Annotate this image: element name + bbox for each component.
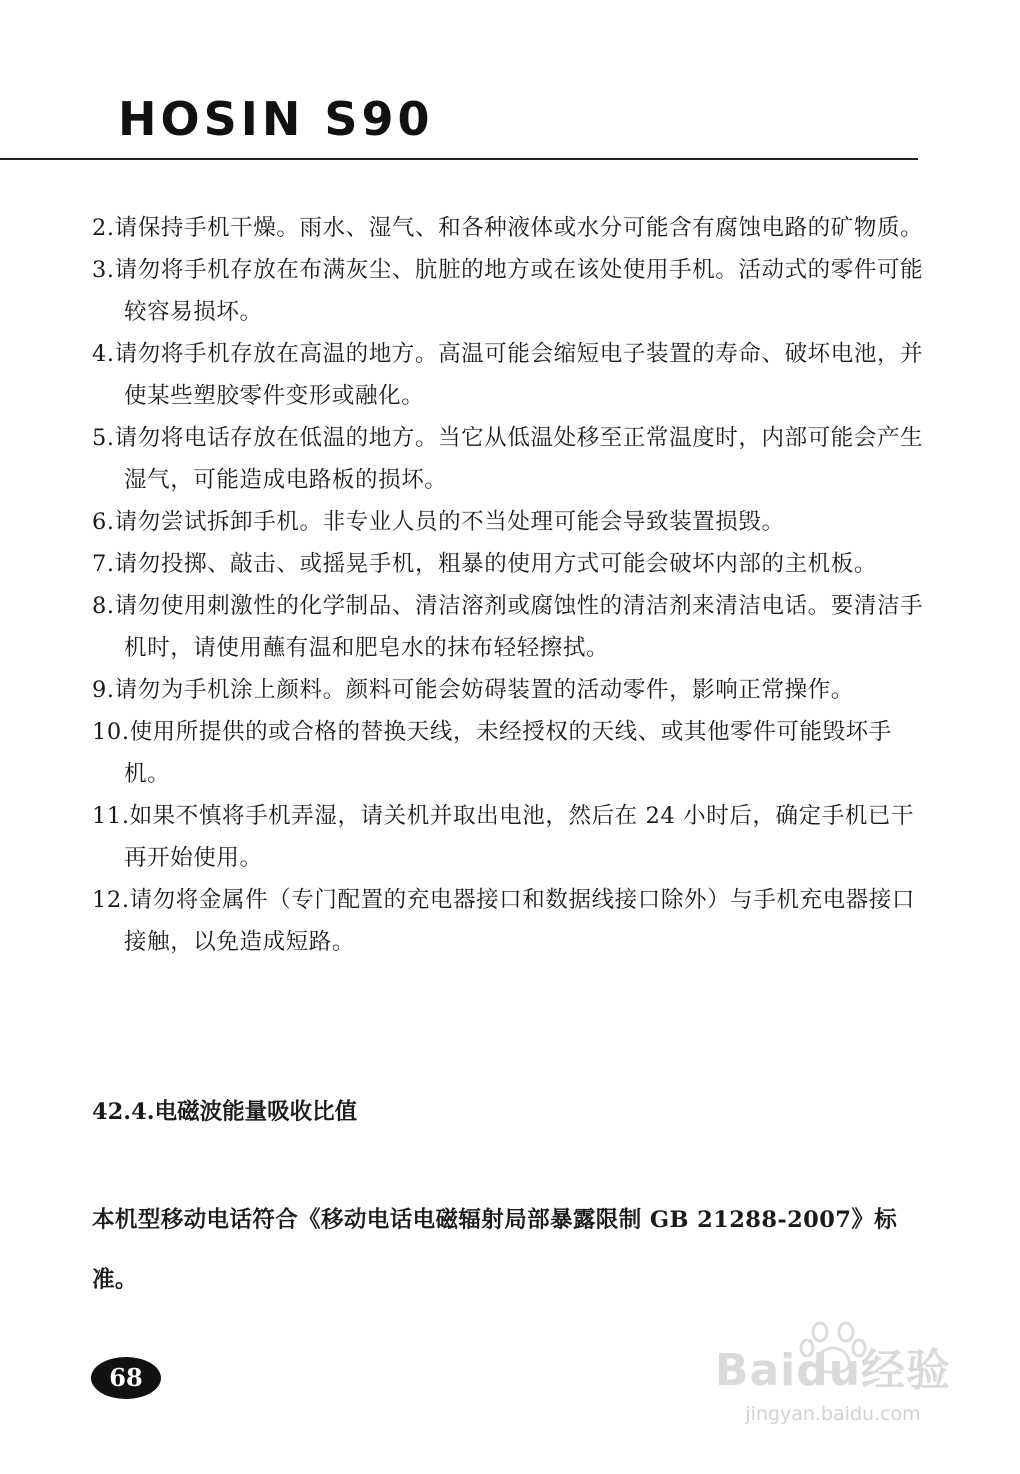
watermark bbox=[708, 1318, 958, 1438]
list-item: 5.请勿将电话存放在低温的地方。当它从低温处移至正常温度时，内部可能会产生湿气，可能造成电路板的损坏。 bbox=[92, 425, 924, 493]
watermark-brand: Baidu经验 bbox=[714, 1345, 952, 1396]
header-divider bbox=[0, 158, 918, 160]
list-item: 4.请勿将手机存放在高温的地方。高温可能会缩短电子装置的寿命、破坏电池，并使某些塑胶零件变形或融化。 bbox=[92, 341, 924, 409]
header-title: HOSIN S90 bbox=[118, 92, 434, 146]
list-item: 11.如果不慎将手机弄湿，请关机并取出电池，然后在 24 小时后，确定手机已干再开始使用。 bbox=[92, 803, 915, 871]
list-item: 8.请勿使用刺激性的化学制品、清洁溶剂或腐蚀性的清洁剂来清洁电话。要清洁手机时，请使用蘸有温和肥皂水的抹布轻轻擦拭。 bbox=[92, 593, 924, 661]
section-heading: 42.4.电磁波能量吸收比值 bbox=[92, 1099, 358, 1125]
list-item: 2.请保持手机干燥。雨水、湿气、和各种液体或水分可能含有腐蚀电路的矿物质。 bbox=[92, 215, 924, 241]
list-item: 7.请勿投掷、敲击、或摇晃手机，粗暴的使用方式可能会破坏内部的主机板。 bbox=[92, 551, 877, 577]
compliance-statement: 本机型移动电话符合《移动电话电磁辐射局部暴露限制 GB 21288-2007》标准。 bbox=[92, 1207, 898, 1293]
list-item: 3.请勿将手机存放在布满灰尘、肮脏的地方或在该处使用手机。活动式的零件可能较容易损坏。 bbox=[92, 257, 924, 325]
list-item: 12.请勿将金属件（专门配置的充电器接口和数据线接口除外）与手机充电器接口接触，以免造成短路。 bbox=[92, 887, 915, 955]
list-item: 6.请勿尝试拆卸手机。非专业人员的不当处理可能会导致装置损毁。 bbox=[92, 509, 785, 535]
precautions-list bbox=[92, 207, 937, 963]
page-number: 68 bbox=[91, 1357, 161, 1399]
list-item: 9.请勿为手机涂上颜料。颜料可能会妨碍装置的活动零件，影响正常操作。 bbox=[92, 677, 854, 703]
watermark-url: jingyan.baidu.com bbox=[745, 1403, 921, 1425]
list-item: 10.使用所提供的或合格的替换天线，未经授权的天线、或其他零件可能毁坏手机。 bbox=[92, 719, 892, 787]
